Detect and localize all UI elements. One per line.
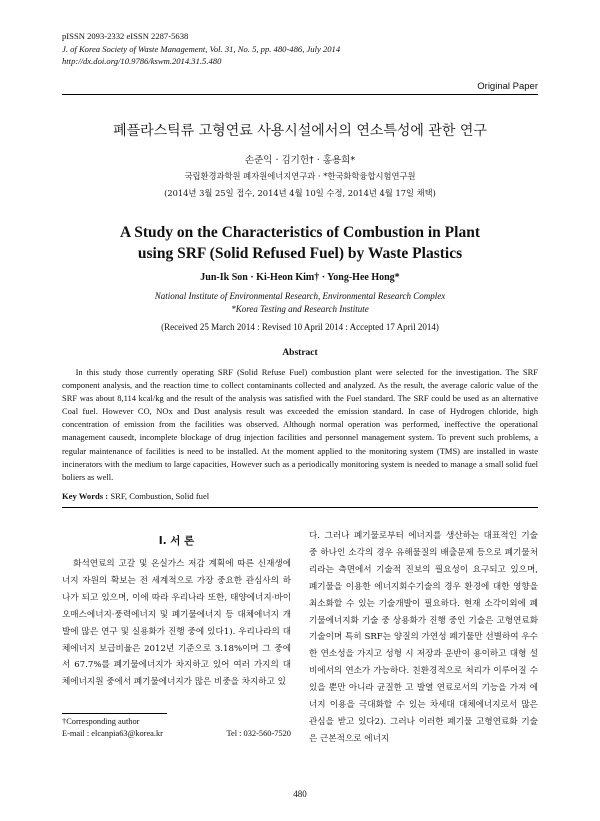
body-left-column: 화석연료의 고갈 및 온실가스 저감 계획에 따른 신재생에너지 자원의 확보는 전 세계적으로 가장 중요한 관심사의 하나가 되고 있으며, 이에 따라 우리나라 또한, 태양에너지·바이오매스에너지·풍력에너지 및 폐기물에너지 등 대체에너지 개발에 많은 연구 및 실용화가 진행 중에 있다1). 우리나라의 대체에너지 보급비율은 2012년 기준으로 3.18%이며 그 중에서 67.7%를 폐기물에너지가 차지하고 있어 여러 가지의 대체에너지원 중에서 폐기물에너지가 많은 비중을 차지하고 있 [62,559,291,688]
footnote [62,716,291,739]
english-affiliation-line2: *Korea Testing and Research Institute [231,304,369,314]
body-right-column: 다. 그러나 폐기물로부터 에너지를 생산하는 대표적인 기술 중 하나인 소각의 경우 유해물질의 배출문제 등으로 폐기물처리라는 측면에서 기술적 진보의 필요성이 요구되고 있으며, 폐기물을 이용한 에너지회수기술의 경우 환경에 대한 영향을 최소화할 수 있는 기술개발이 필요하다. 현재 소각이외에 폐기물에너지화 기술 중 상용화가 진행 중인 기술은 고형연료화 기술이며 특히 SRF는 양질의 가연성 폐기물만 선별하여 우수한 연소성을 가지고 성형 시 저장과 운반이 용이하고 대형 설비에서의 연소가 가능하다. 친환경적으로 처리가 이루어질 수 있을 뿐만 아니라 균질한 고 발열 연료로서의 기능을 가져 에너지 이용을 극대화할 수 있는 차세대 대체에너지로서 많은 관심을 받고 있다2). 그러나 이러한 폐기물 고형연료화 기술은 근본적으로 에너지 [309,531,538,744]
section-heading-introduction: I. 서 론 [158,535,195,547]
english-dates: (Received 25 March 2014 : Revised 10 April 2014 : Accepted 17 April 2014) [161,322,439,332]
english-authors: Jun-Ik Son · Ki-Heon Kim† · Yong-Hee Hong* [200,272,400,283]
page-number: 480 [293,789,307,799]
english-affiliation-line1: National Institute of Environmental Research, Environmental Research Complex [154,291,446,301]
issn-line: pISSN 2093-2332 eISSN 2287-5638 [62,31,189,41]
journal-metadata [62,30,340,68]
author-email[interactable]: E-mail : elcanpia63@korea.kr [62,728,163,738]
author-tel: Tel : 032-560-7520 [226,728,291,738]
abstract-text: In this study those currently operating SRF (Solid Refuse Fuel) combustion plant were selected for the investigation. The SRF component analysis, and the reaction time to collect contaminants collected and analyzed. As the result, the average caloric value of the SRF was about 8,114 kcal/kg and the result of the analysis was satisfied with the Fuel standard. The SRF could be used as an alternative Coal fuel. However CO, NOx and Dust analysis result was exceeded the emission standard. In case of Hydrogen chloride, high concentration of emission from the facilities was observed. Although normal operation was performed, ineffective the operational management causedt, incomplete blockage of drug injection facilities and personnel management system. To prevent such problems, a regular maintenance of facilities is need to be installed. At the moment applied to the monitoring system (TMS) are installed in waste incinerators with the medium to large capacities, However such as a periodically monitoring system is needed to manage a small solid fuel boliers as well. [62,367,538,482]
korean-title: 폐플라스틱류 고형연료 사용시설에서의 연소특성에 관한 연구 [113,123,487,139]
keywords [62,491,209,501]
keywords-divider [62,507,538,508]
header-divider [62,94,538,95]
abstract-heading: Abstract [282,348,318,358]
english-title-line2: using SRF (Solid Refused Fuel) by Waste Plastics [137,245,463,262]
paper-type-label: Original Paper [477,81,538,92]
keywords-text: SRF, Combustion, Solid fuel [110,491,210,501]
english-title [40,222,560,264]
korean-dates: (2014년 3월 25일 접수, 2014년 4월 10일 수정, 2014년 4월 17일 채택) [164,188,436,198]
english-title-line1: A Study on the Characteristics of Combustion in Plant [120,224,480,241]
journal-citation: J. of Korea Society of Waste Management, Vol. 31, No. 5, pp. 480-486, July 2014 [62,43,341,54]
english-affiliation [40,290,560,316]
keywords-label: Key Words : [62,491,109,501]
korean-affiliation: 국립환경과학원 폐자원에너지연구과 · *한국화학융합시험연구원 [184,171,416,181]
doi-link[interactable]: http://dx.doi.org/10.9786/kswm.2014.31.5.480 [62,56,222,66]
footnote-divider [62,713,167,714]
corresponding-author: †Corresponding author [62,717,140,726]
korean-authors: 손준익 · 김기헌† · 홍용희* [244,155,356,166]
